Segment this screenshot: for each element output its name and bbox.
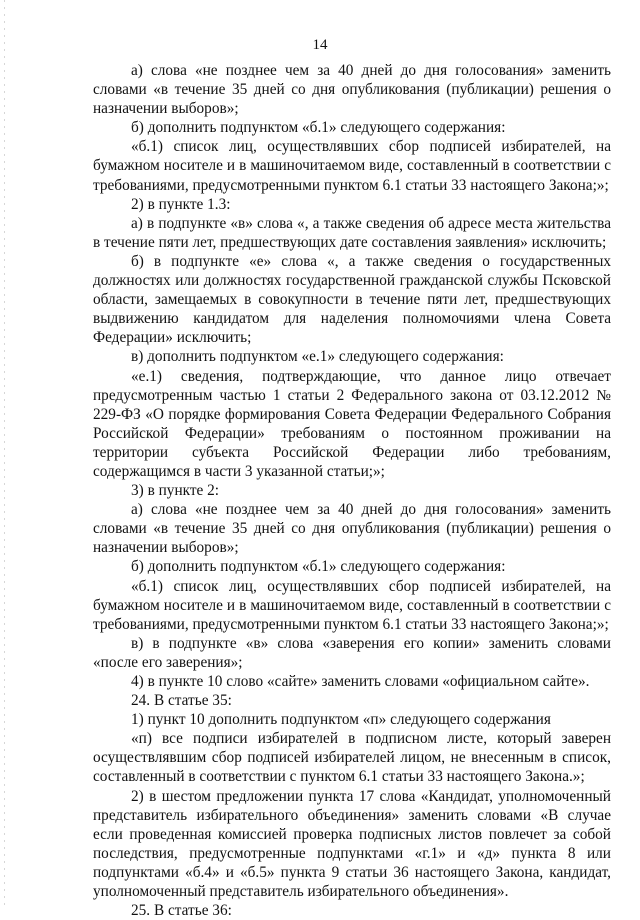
paragraph: в) дополнить подпунктом «е.1» следующего содержания: <box>131 348 504 366</box>
document-body <box>93 61 611 920</box>
paragraph: 2) в шестом предложении пункта 17 слова «Кандидат, уполномоченный представитель избирательного объединения» заменить словами «В случае если проведенная комиссией проверка подписных листов повлечет за собой последствия, предусмотренные подпунктами «г.1» и «д» пункта 8 или подпунктами «б.4» и «б.5» пункта 9 статьи 36 настоящего Закона, кандидат, уполномоченный представитель избирательного объединения». <box>93 787 611 901</box>
paragraph: 3) в пункте 2: <box>131 482 220 500</box>
paragraph: в) в подпункте «в» слова «заверения его копии» заменить словами «после его заверения»; <box>93 634 611 671</box>
paragraph: «б.1) список лиц, осуществлявших сбор подписей избирателей, на бумажном носителе и в машиночитаемом виде, составленный в соответствии с требованиями, предусмотренными пунктом 6.1 статьи 33 настоящего Закона;»; <box>93 577 611 633</box>
paragraph: а) слова «не позднее чем за 40 дней до дня голосования» заменить словами «в течение 35 дней со дня опубликования (публикации) решения о назначении выборов»; <box>93 62 611 118</box>
paragraph: а) слова «не позднее чем за 40 дней до дня голосования» заменить словами «в течение 35 дней со дня опубликования (публикации) решения о назначении выборов»; <box>93 501 611 557</box>
paragraph: «б.1) список лиц, осуществлявших сбор подписей избирателей, на бумажном носителе и в машиночитаемом виде, составленный в соответствии с требованиями, предусмотренными пунктом 6.1 статьи 33 настоящего Закона;»; <box>93 138 611 194</box>
paragraph: 2) в пункте 1.3: <box>131 195 231 213</box>
paragraph: «п) все подписи избирателей в подписном листе, который заверен осуществлявшим сбор подписей избирателей лицом, не внесенным в список, составленный в соответствии с пунктом 6.1 статьи 33 настоящего Закона.»; <box>93 730 611 786</box>
paragraph: б) в подпункте «е» слова «, а также сведения о государственных должностях или должностях государственной гражданской службы Псковской области, замещаемых в совокупности в течение пяти лет, предшествующих выдвижению кандидатом для наделения полномочиями члена Совета Федерации» исключить; <box>93 252 611 347</box>
paragraph: 1) пункт 10 дополнить подпунктом «п» следующего содержания <box>131 711 551 729</box>
paragraph: 4) в пункте 10 слово «сайте» заменить словами «официальном сайте». <box>131 673 590 690</box>
page-number: 14 <box>312 37 328 53</box>
paragraph: 24. В статье 35: <box>131 692 232 710</box>
paragraph: «е.1) сведения, подтверждающие, что данное лицо отвечает предусмотренным частью 1 статьи 2 Федерального закона от 03.12.2012 № 229-ФЗ «О порядке формирования Совета Федерации Федерального Собрания Российской Федерации» требованиям о постоянном проживании на территории субъекта Российской Федерации либо требованиям, содержащимся в части 3 указанной статьи;»; <box>93 367 611 480</box>
scan-edge-mark <box>4 0 5 905</box>
paragraph: б) дополнить подпунктом «б.1» следующего содержания: <box>131 558 506 576</box>
paragraph: б) дополнить подпунктом «б.1» следующего содержания: <box>131 119 506 137</box>
paragraph: а) в подпункте «в» слова «, а также сведения об адресе места жительства в течение пяти лет, предшествующих дате составления заявления» исключить; <box>93 214 611 251</box>
paragraph: 25. В статье 36: <box>131 902 232 920</box>
